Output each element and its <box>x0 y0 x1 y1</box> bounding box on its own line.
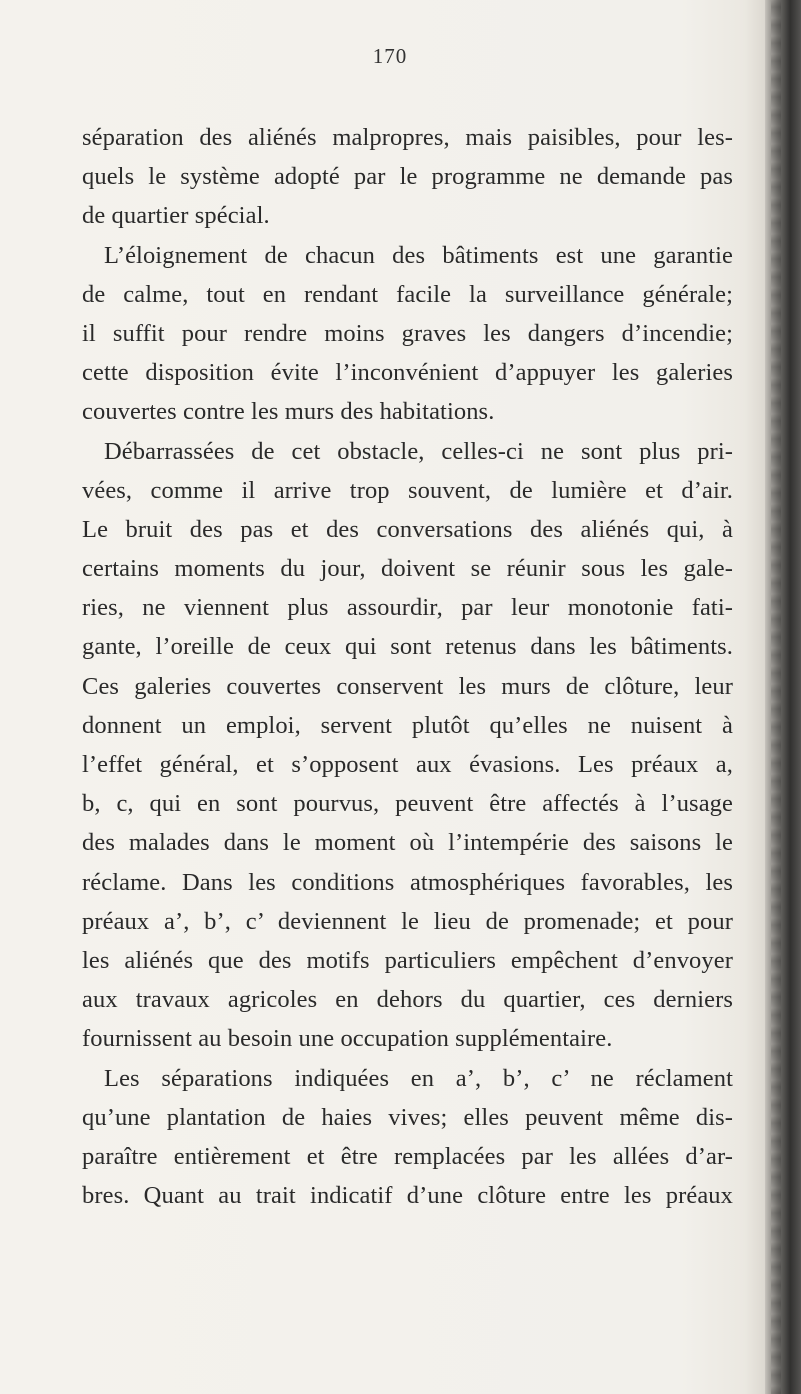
text-line: Les séparations indiquées en a’, b’, c’ ne réclament <box>104 1064 733 1092</box>
text-line: réclame. Dans les conditions atmosphériques favorables, les <box>82 868 733 896</box>
page-binding-edge <box>765 0 801 1394</box>
text-line: séparation des aliénés malpropres, mais paisibles, pour les- <box>82 124 733 151</box>
text-line: ries, ne viennent plus assourdir, par leur monotonie fati- <box>82 594 733 622</box>
text-line: aux travaux agricoles en dehors du quartier, ces derniers <box>82 986 733 1014</box>
text-line: Le bruit des pas et des conversations des aliénés qui, à <box>82 515 733 543</box>
text-line: préaux a’, b’, c’ deviennent le lieu de promenade; et pour <box>82 907 733 935</box>
page-number: 170 <box>372 44 408 68</box>
text-line: certains moments du jour, doivent se réunir sous les gale- <box>82 555 733 583</box>
text-line: Ces galeries couvertes conservent les murs de clôture, leur <box>82 672 733 700</box>
text-line: b, c, qui en sont pourvus, peuvent être affectés à l’usage <box>82 790 733 818</box>
text-line: fournissent au besoin une occupation supplémentaire. <box>82 1025 613 1053</box>
text-line: de quartier spécial. <box>82 202 270 230</box>
text-line: il suffit pour rendre moins graves les dangers d’incendie; <box>82 319 733 347</box>
text-line: donnent un emploi, servent plutôt qu’elles ne nuisent à <box>82 711 733 739</box>
text-line: des malades dans le moment où l’intempérie des saisons le <box>82 829 733 857</box>
text-line: gante, l’oreille de ceux qui sont retenus dans les bâtiments. <box>82 633 733 661</box>
text-line: qu’une plantation de haies vives; elles peuvent même dis- <box>82 1103 733 1131</box>
text-line: L’éloignement de chacun des bâtiments est une garantie <box>104 241 733 269</box>
text-line: couvertes contre les murs des habitations. <box>82 398 495 426</box>
text-line: bres. Quant au trait indicatif d’une clôture entre les préaux <box>82 1182 733 1210</box>
body-text <box>82 118 733 1215</box>
text-line: de calme, tout en rendant facile la surveillance générale; <box>82 280 733 308</box>
text-line: paraître entièrement et être remplacées par les allées d’ar- <box>82 1142 733 1170</box>
text-line: Débarrassées de cet obstacle, celles-ci ne sont plus pri- <box>104 437 733 465</box>
text-line: l’effet général, et s’opposent aux évasions. Les préaux a, <box>82 751 733 778</box>
text-line: les aliénés que des motifs particuliers empêchent d’envoyer <box>82 946 733 974</box>
text-line: vées, comme il arrive trop souvent, de lumière et d’air. <box>82 476 733 504</box>
text-line: cette disposition évite l’inconvénient d’appuyer les galeries <box>82 359 733 387</box>
text-line: quels le système adopté par le programme ne demande pas <box>82 163 733 191</box>
